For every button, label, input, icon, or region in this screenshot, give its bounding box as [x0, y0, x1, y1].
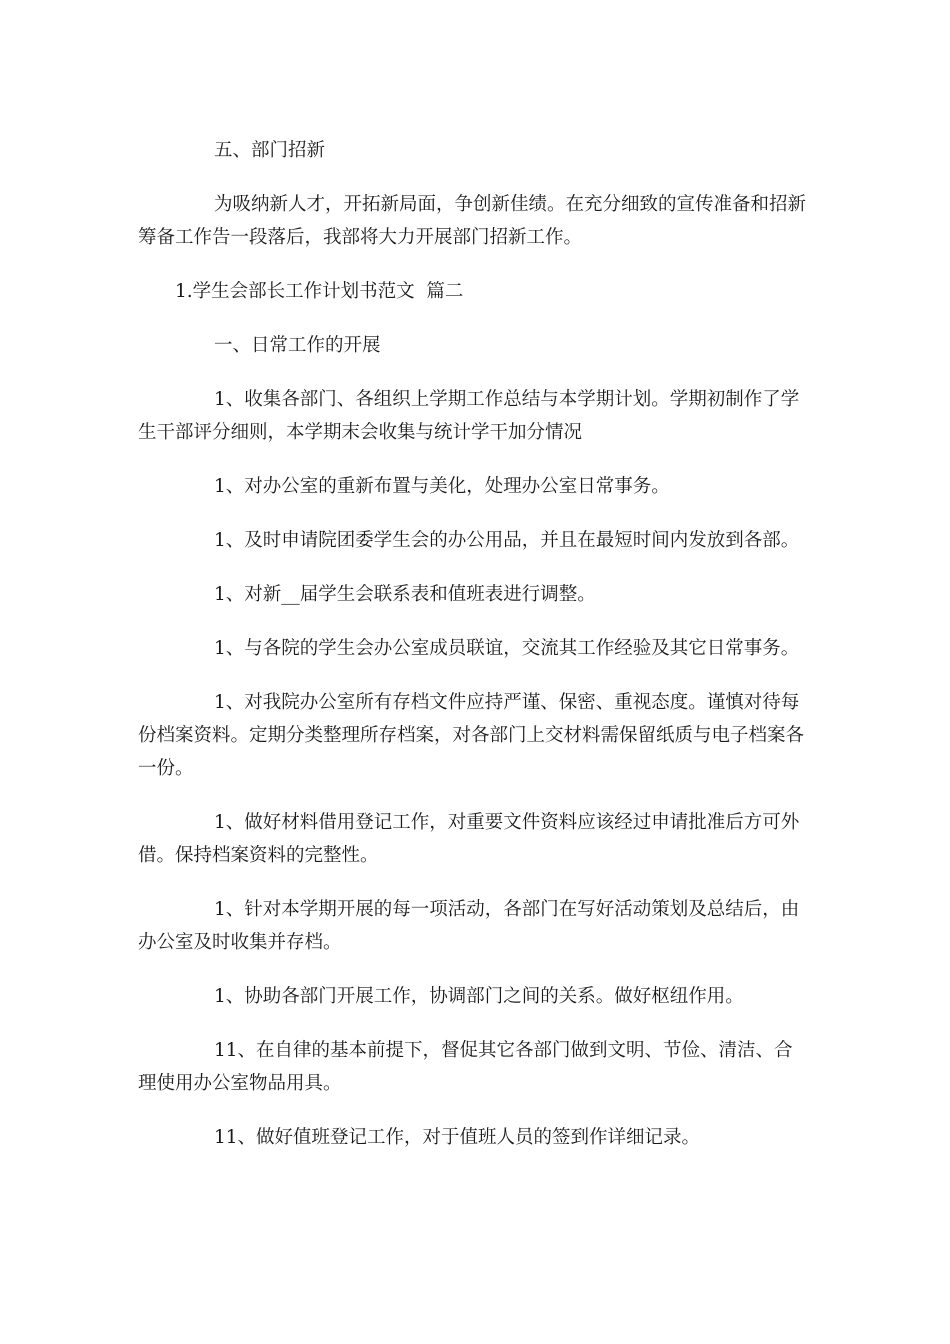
- list-item: 11、在自律的基本前提下，督促其它各部门做到文明、节俭、清洁、合理使用办公室物品用具。: [138, 1040, 793, 1094]
- document-page: [138, 134, 810, 1175]
- list-item: 1、及时申请院团委学生会的办公用品，并且在最短时间内发放到各部。: [214, 530, 800, 551]
- list-item: 1、与各院的学生会办公室成员联谊，交流其工作经验及其它日常事务。: [214, 638, 800, 659]
- section-heading-daily-work: 一、日常工作的开展: [214, 335, 381, 356]
- list-item: 11、做好值班登记工作，对于值班人员的签到作详细记录。: [214, 1127, 701, 1148]
- list-item: 1、对我院办公室所有存档文件应持严谨、保密、重视态度。谨慎对待每份档案资料。定期分类整理所存档案，对各部门上交材料需保留纸质与电子档案各一份。: [138, 692, 805, 779]
- section-heading-recruitment: 五、部门招新: [214, 140, 326, 161]
- list-item: 1、针对本学期开展的每一项活动，各部门在写好活动策划及总结后，由办公室及时收集并存档。: [138, 899, 800, 953]
- list-item: 1、对办公室的重新布置与美化，处理办公室日常事务。: [214, 476, 670, 497]
- list-item: 1、做好材料借用登记工作，对重要文件资料应该经过申请批准后方可外借。保持档案资料的完整性。: [138, 812, 800, 866]
- article-subtitle: 1.学生会部长工作计划书范文 篇二: [175, 281, 464, 302]
- list-item: 1、协助各部门开展工作，协调部门之间的关系。做好枢纽作用。: [214, 986, 744, 1007]
- list-item: 1、收集各部门、各组织上学期工作总结与本学期计划。学期初制作了学生干部评分细则，本学期末会收集与统计学干加分情况: [138, 389, 800, 443]
- paragraph-recruitment-body: 为吸纳新人才，开拓新局面，争创新佳绩。在充分细致的宣传准备和招新筹备工作告一段落后，我部将大力开展部门招新工作。: [138, 194, 807, 248]
- list-item: 1、对新__届学生会联系表和值班表进行调整。: [214, 584, 596, 605]
